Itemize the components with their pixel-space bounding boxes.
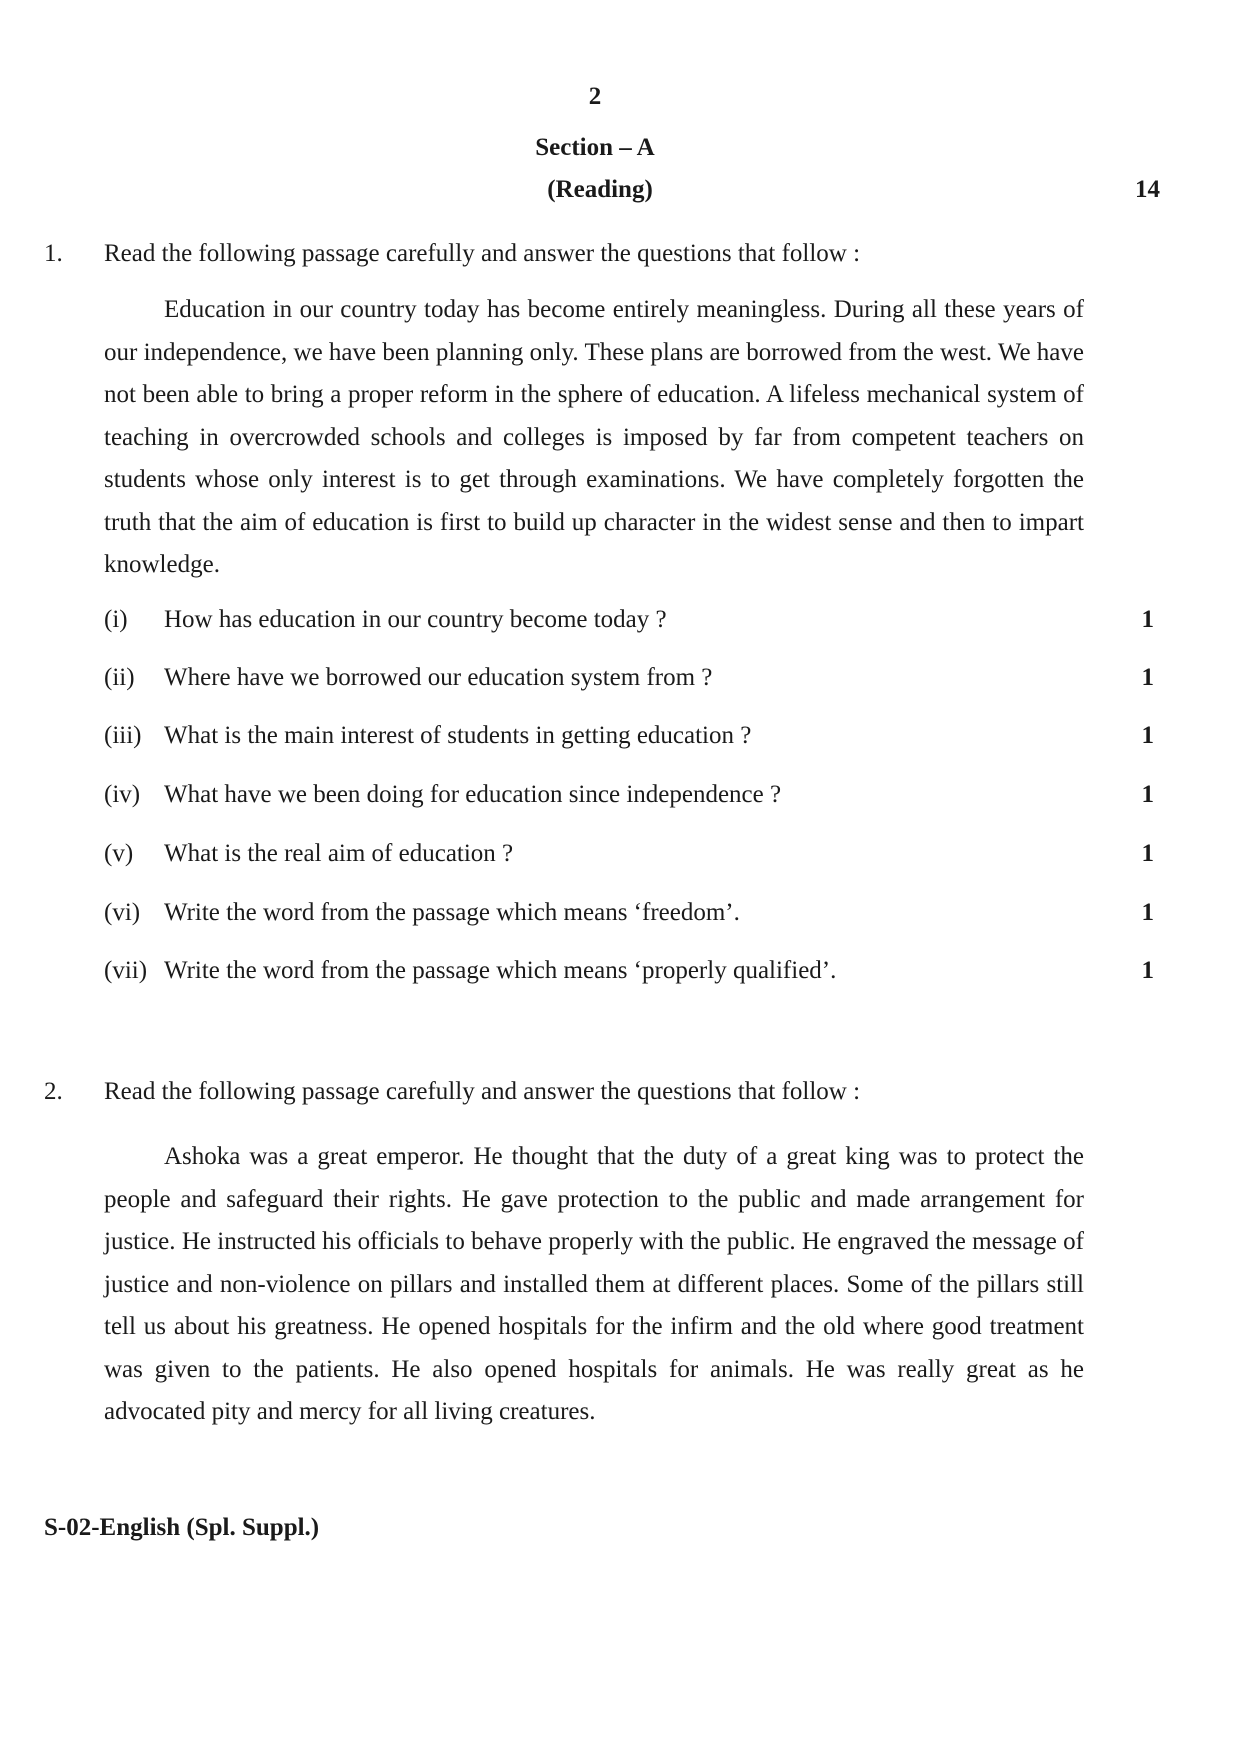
- sub-question: [104, 781, 1154, 813]
- sub-question: [104, 899, 1154, 931]
- sub-question-marks: 1: [1141, 664, 1154, 691]
- question-instruction: Read the following passage carefully and answer the questions that follow :: [104, 1078, 861, 1105]
- question-number: 1.: [44, 240, 63, 267]
- page-number: 2: [588, 83, 602, 110]
- sub-question-text: What is the real aim of education ?: [164, 840, 514, 867]
- sub-question: [104, 957, 1154, 989]
- section-marks: 14: [1135, 176, 1160, 203]
- sub-question-text: Write the word from the passage which means ‘properly qualified’.: [164, 957, 837, 984]
- paper-code-footer: S-02-English (Spl. Suppl.): [44, 1514, 320, 1541]
- section-subtitle: (Reading): [547, 176, 653, 203]
- sub-question-marks: 1: [1141, 722, 1154, 749]
- sub-question-label: (ii): [104, 664, 135, 691]
- sub-question-label: (vii): [104, 957, 148, 984]
- sub-question-label: (iv): [104, 781, 141, 808]
- sub-question-text: Write the word from the passage which means ‘freedom’.: [164, 899, 740, 926]
- question-number: 2.: [44, 1078, 63, 1105]
- sub-question: [104, 664, 1154, 696]
- sub-question-label: (iii): [104, 722, 142, 749]
- section-title: Section – A: [535, 134, 655, 161]
- sub-question-label: (i): [104, 606, 128, 633]
- sub-question: [104, 722, 1154, 754]
- question-2-heading: [44, 1078, 1144, 1106]
- sub-question-text: What is the main interest of students in getting education ?: [164, 722, 752, 749]
- question-instruction: Read the following passage carefully and answer the questions that follow :: [104, 240, 861, 267]
- question-1-passage: Education in our country today has become entirely meaningless. During all these years of our independence, we have been planning only. These plans are borrowed from the west. We have not been able to bring a proper reform in the sphere of education. A lifeless mechanical system of teaching in overcrowded schools and colleges is imposed by far from competent teachers on students whose only interest is to get through examinations. We have completely forgotten the truth that the aim of education is first to build up character in the widest sense and then to impart knowledge.: [104, 296, 1084, 578]
- sub-question-marks: 1: [1141, 899, 1154, 926]
- sub-question-text: Where have we borrowed our education system from ?: [164, 664, 713, 691]
- sub-question: [104, 606, 1154, 638]
- sub-question-text: What have we been doing for education since independence ?: [164, 781, 782, 808]
- question-1-heading: [44, 240, 1144, 268]
- question-2-passage: Ashoka was a great emperor. He thought that the duty of a great king was to protect the people and safeguard their rights. He gave protection to the public and made arrangement for justice. He instructed his officials to behave properly with the public. He engraved the message of justice and non-violence on pillars and installed them at different places. Some of the pillars still tell us about his greatness. He opened hospitals for the infirm and the old where good treatment was given to the patients. He also opened hospitals for animals. He was really great as he advocated pity and mercy for all living creatures.: [104, 1143, 1084, 1425]
- sub-question-marks: 1: [1141, 781, 1154, 808]
- sub-question-text: How has education in our country become today ?: [164, 606, 667, 633]
- sub-question-marks: 1: [1141, 606, 1154, 633]
- sub-question-marks: 1: [1141, 957, 1154, 984]
- sub-question: [104, 840, 1154, 872]
- sub-question-marks: 1: [1141, 840, 1154, 867]
- sub-question-label: (vi): [104, 899, 141, 926]
- sub-question-label: (v): [104, 840, 134, 867]
